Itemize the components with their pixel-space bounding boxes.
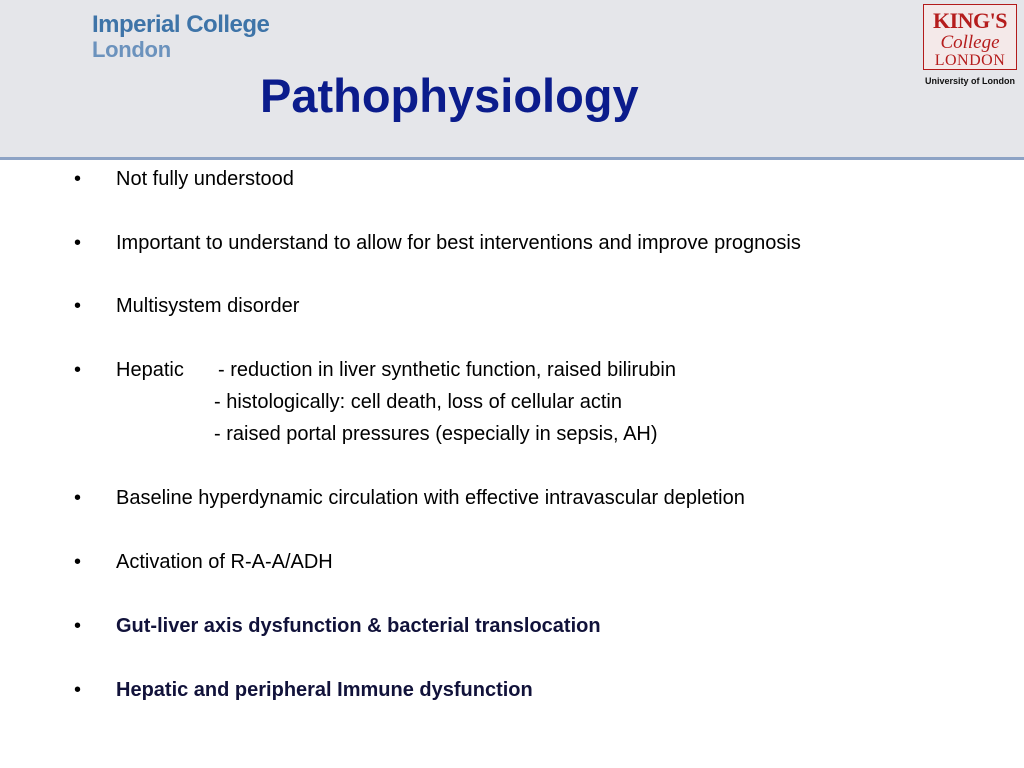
imperial-logo-line-2: London [92, 37, 171, 62]
bullet-item [0, 227, 1024, 259]
bullet-text: Important to understand to allow for best interventions and improve prognosis [116, 232, 801, 254]
bullet-marker: • [74, 232, 82, 254]
bullet-item [0, 674, 1024, 706]
kings-logo-line-3: LONDON [934, 52, 1006, 69]
hepatic-detail-tertiary: - raised portal pressures (especially in sepsis, AH) [214, 423, 658, 445]
kings-logo-tagline: University of London [925, 76, 1015, 86]
bullet-marker: • [74, 168, 82, 190]
bullet-marker: • [74, 295, 82, 317]
hepatic-label: Hepatic [116, 359, 184, 381]
bullet-marker: • [74, 551, 82, 573]
hepatic-bullet [0, 354, 1024, 386]
bullet-item [0, 482, 1024, 514]
hepatic-detail-secondary: - histologically: cell death, loss of cellular actin [214, 391, 622, 413]
bullet-item [0, 610, 1024, 642]
bullet-item [0, 546, 1024, 578]
kings-logo-line-2: College [940, 32, 1000, 53]
bullet-marker: • [74, 679, 82, 701]
bullet-item [0, 290, 1024, 322]
bullet-text: Activation of R-A-A/ADH [116, 551, 333, 573]
slide-title: Pathophysiology [260, 69, 639, 122]
bullet-text-bold: Hepatic and peripheral Immune dysfunction [116, 679, 533, 701]
imperial-logo-line-1: Imperial College [92, 11, 270, 38]
bullet-marker: • [74, 359, 82, 381]
bullet-item [0, 163, 1024, 195]
bullet-text: Multisystem disorder [116, 295, 300, 317]
bullet-marker: • [74, 487, 82, 509]
bullet-text: Not fully understood [116, 168, 294, 190]
kings-logo-line-1: KING'S [932, 8, 1008, 33]
bullet-text-bold: Gut-liver axis dysfunction & bacterial translocation [116, 615, 601, 637]
bullet-marker: • [74, 615, 82, 637]
hepatic-detail-primary: - reduction in liver synthetic function, raised bilirubin [218, 359, 676, 381]
bullet-text: Baseline hyperdynamic circulation with effective intravascular depletion [116, 487, 745, 509]
